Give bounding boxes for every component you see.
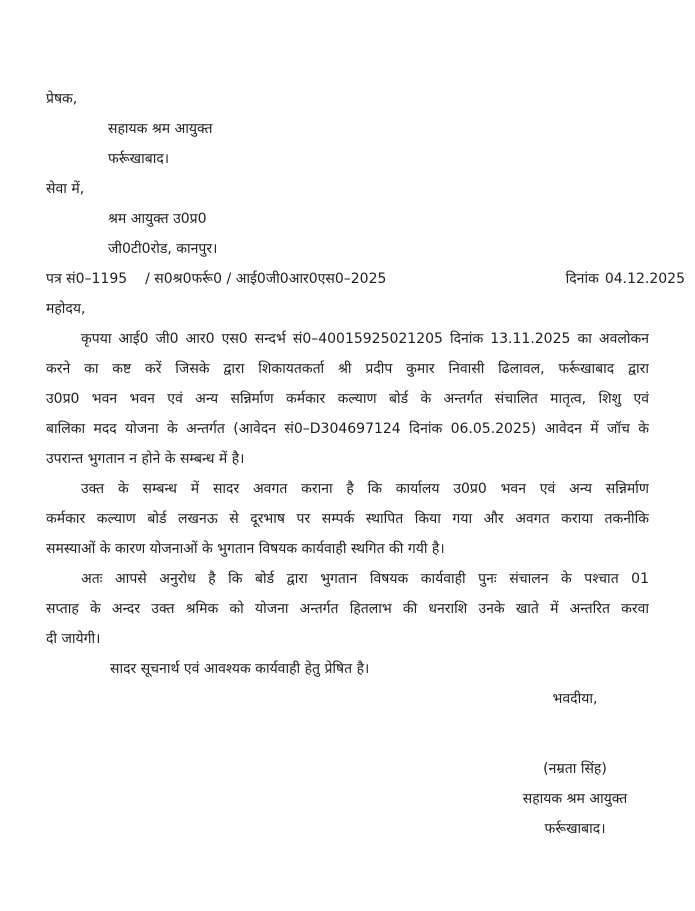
paragraph-line: उपरान्त भुगतान न होने के सम्बन्ध में है। [46,451,245,467]
signatory-designation: सहायक श्रम आयुक्त [522,791,628,807]
paragraph-line: दी जायेगी। [46,631,101,647]
paragraph-line: उक्त के सम्बन्ध में सादर अवगत कराना है कि कार्यालय उ0प्र0 भवन एवं अन्य सन्निर्माण [81,481,649,497]
sender-label: प्रेषक, [46,91,78,107]
paragraph-line: करने का कष्ट करें जिसके द्वारा शिकायतकर्ता श्री प्रदीप कुमार निवासी ढिलावल, फर्रूखाबाद द्वारा [46,361,649,377]
paragraph-line: समस्याओं के कारण योजनाओं के भुगतान विषयक कार्यवाही स्थगित की गयी है। [46,541,445,557]
paragraph-1 [46,324,649,474]
reference-code: / स0श्र0फर्रू0 / आई0जी0आर0एस0–2025 [145,271,387,287]
letter-number: पत्र सं0–1195 [46,271,128,287]
sender-place: फर्रूखाबाद। [108,151,170,167]
sender-designation: सहायक श्रम आयुक्त [108,121,213,137]
signatory-place: फर्रूखाबाद। [544,821,606,837]
date-label: दिनांक [565,271,599,287]
salutation: महोदय, [46,301,86,317]
paragraph-line: कर्मकार कल्याण बोर्ड लखनऊ से दूरभाष पर सम्पर्क स्थापित किया गया और अवगत कराया तकनीकि [46,511,649,527]
paragraph-3 [46,564,649,654]
valediction: भवदीया, [552,691,598,707]
paragraph-line: उ0प्र0 भवन भवन एवं अन्य सन्निर्माण कर्मकार कल्याण बोर्ड के अन्तर्गत संचालित मातृत्व, शिशु एवं [46,391,649,407]
paragraph-2 [46,474,649,564]
paragraph-line: अतः आपसे अनुरोध है कि बोर्ड द्वारा भुगतान विषयक कार्यवाही पुनः संचालन के पश्चात 01 [81,571,649,587]
signatory-name: (नम्रता सिंह) [543,761,607,777]
recipient-block [46,174,649,264]
sender-block [46,84,649,174]
reference-row [46,264,685,294]
paragraph-line: सप्ताह के अन्दर उक्त श्रमिक को योजना अन्तर्गत हितलाभ की धनराशि उनके खाते में अन्तरित करवा [46,601,649,617]
date-value: 04.12.2025 [604,271,685,287]
paragraph-line: बालिका मदद योजना के अन्तर्गत (आवेदन सं0–D304697124 दिनांक 06.05.2025) आवेदन में जॉच के [46,421,649,437]
recipient-designation: श्रम आयुक्त उ0प्र0 [108,211,207,227]
paragraph-line: कृपया आई0 जी0 आर0 एस0 सन्दर्भ सं0–40015925021205 दिनांक 13.11.2025 का अवलोकन [81,331,649,347]
recipient-label: सेवा में, [46,181,85,197]
letter-date [566,264,685,294]
closing-line: सादर सूचनार्थ एवं आवश्यक कार्यवाही हेतु प्रेषित है। [110,661,370,677]
signature-block [465,684,685,844]
recipient-address: जी0टी0रोड, कानपुर। [108,241,218,257]
